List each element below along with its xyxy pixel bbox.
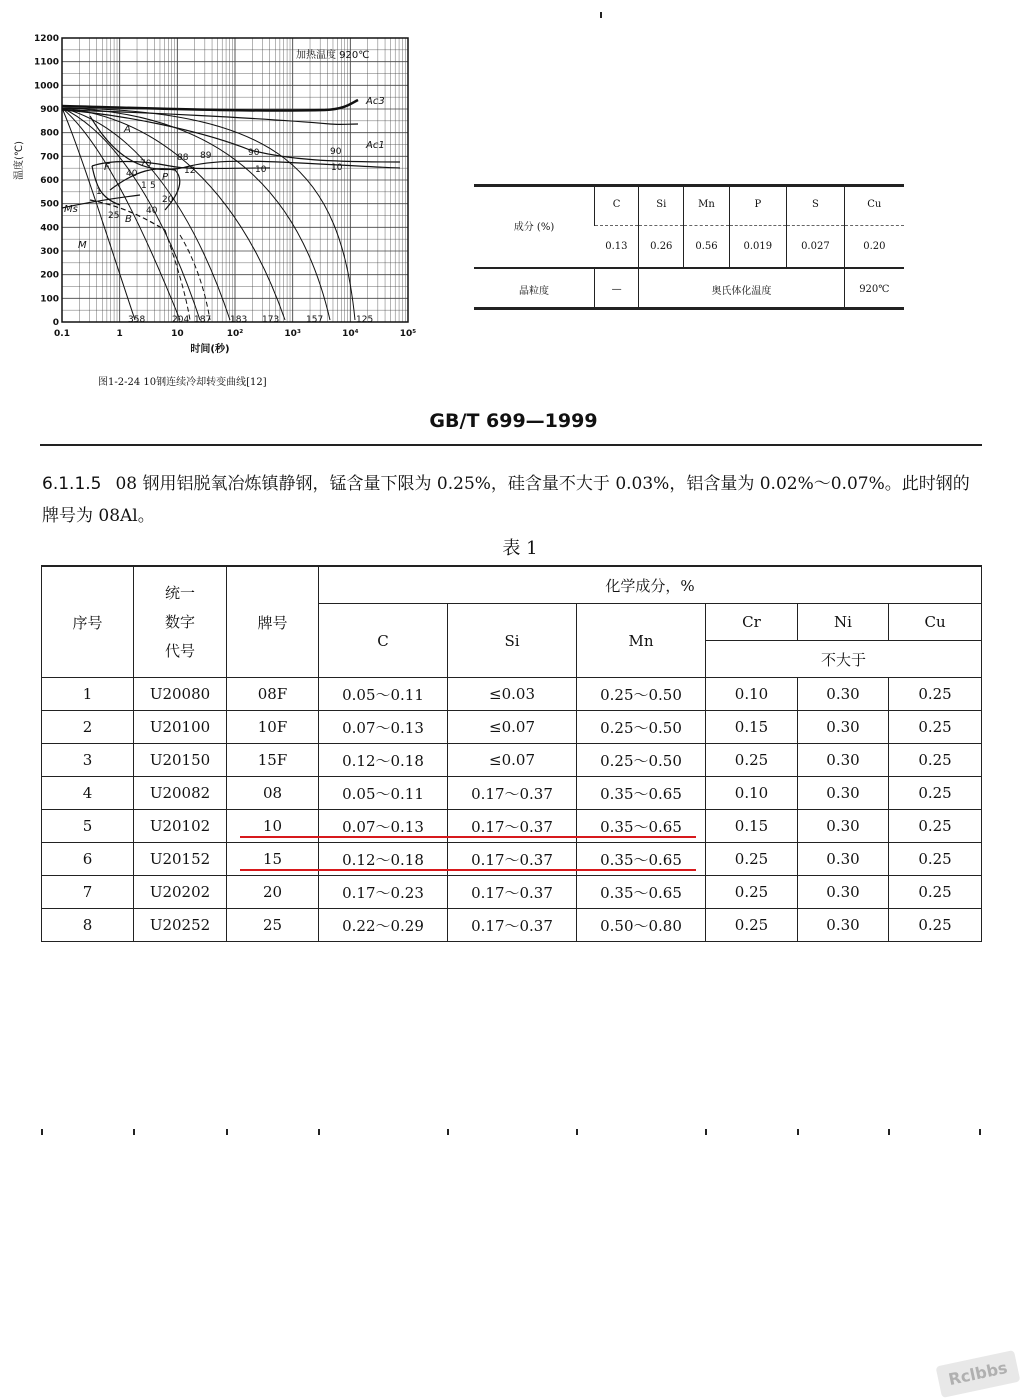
pct-label: 90 (248, 148, 260, 158)
col-header-ni: Ni (798, 604, 889, 641)
figure-caption: 图1-2-24 10钢连续冷却转变曲线[12] (98, 377, 267, 388)
table-cell: 15F (227, 744, 319, 777)
table-cell: 0.25～0.50 (577, 744, 706, 777)
table-cell: 0.07～0.13 (319, 711, 448, 744)
chart-grid (62, 38, 408, 322)
percent-labels (96, 147, 343, 221)
y-tick-label: 500 (40, 199, 59, 210)
table-cell: 0.30 (798, 678, 889, 711)
col-header-no: 序号 (42, 566, 134, 678)
pct-label: 5 (150, 181, 156, 191)
table-cell: 0.35～0.65 (577, 777, 706, 810)
x-tick-label: 10³ (284, 329, 301, 339)
y-tick-label: 400 (40, 223, 59, 234)
table-cell: 0.17～0.37 (448, 843, 577, 876)
table-cell: 6 (42, 843, 134, 876)
table-continuation-marks (41, 1129, 981, 1137)
pct-label: 20 (162, 195, 174, 205)
table-cell: 7 (42, 876, 134, 909)
col-header-cu: Cu (889, 604, 982, 641)
watermark-logo: Rclbbs (936, 1350, 1021, 1398)
y-tick-label: 600 (40, 176, 59, 186)
continuation-mark (979, 1129, 981, 1135)
continuation-mark (705, 1129, 707, 1135)
pct-label: 12 (184, 166, 196, 176)
table-cell: 0.12～0.18 (319, 744, 448, 777)
table-cell: 0.30 (798, 810, 889, 843)
ac3-label: Ac3 (366, 96, 385, 107)
x-axis-label: 时间(秒) (190, 344, 230, 355)
cooling-time: 157 (306, 315, 324, 325)
cooling-time-labels (128, 315, 373, 325)
table-cell: 2 (42, 711, 134, 744)
y-tick-label: 200 (40, 270, 59, 281)
table-cell: 15 (227, 843, 319, 876)
pct-label: 10 (255, 165, 267, 175)
cooling-time: 358 (128, 315, 146, 325)
pct-label: 1 (141, 181, 147, 191)
table-cell: 0.25 (889, 876, 982, 909)
chemical-composition-table (41, 565, 981, 942)
table-cell: 0.35～0.65 (577, 876, 706, 909)
element-header: P (729, 184, 787, 225)
pct-label: 40 (126, 169, 138, 179)
table-cell: 0.30 (798, 744, 889, 777)
table-cell: 5 (42, 810, 134, 843)
table-cell: 0.25 (706, 909, 798, 942)
continuation-mark (318, 1129, 320, 1135)
cooling-time: 204 (172, 315, 190, 325)
x-tick-label: 1 (116, 329, 123, 339)
pct-label: 40 (146, 206, 158, 216)
table-cell: 08F (227, 678, 319, 711)
cct-chart (0, 0, 430, 400)
table-cell: 0.30 (798, 909, 889, 942)
table-row (42, 711, 982, 744)
element-value: 0.26 (639, 225, 684, 268)
table-cell: 0.30 (798, 843, 889, 876)
cooling-time: 173 (262, 315, 280, 325)
table-cell: ≤0.07 (448, 711, 577, 744)
y-tick-label: 1100 (33, 57, 59, 68)
table-cell: 0.17～0.37 (448, 810, 577, 843)
y-tick-label: 1200 (33, 34, 59, 44)
element-value: 0.027 (787, 225, 845, 268)
table-cell: 0.25 (889, 744, 982, 777)
table-cell: 0.25 (706, 876, 798, 909)
table-cell: U20152 (134, 843, 227, 876)
element-value: 0.019 (729, 225, 787, 268)
element-value: 0.56 (684, 225, 729, 268)
page-mark (600, 12, 602, 18)
table-cell: U20150 (134, 744, 227, 777)
element-header: Cu (844, 184, 904, 225)
y-tick-label: 300 (40, 247, 59, 257)
cooling-time: 183 (230, 315, 248, 325)
table-row (42, 876, 982, 909)
aust-label: 奥氏体化温度 (639, 268, 844, 310)
continuation-mark (447, 1129, 449, 1135)
continuation-mark (888, 1129, 890, 1135)
clause-text: 08 钢用铝脱氧冶炼镇静钢，锰含量下限为 0.25%，硅含量不大于 0.03%，铝含量为 0.02%～0.07%。此时钢的牌号为 08Al。 (42, 474, 970, 526)
ac1-label: Ac1 (366, 140, 385, 151)
a-label: A (124, 124, 131, 135)
table-cell: 0.30 (798, 711, 889, 744)
element-header: Si (639, 184, 684, 225)
b-label: B (125, 214, 132, 225)
col-header-grade: 牌号 (227, 566, 319, 678)
table-row (42, 777, 982, 810)
header-rule (40, 444, 982, 446)
table-cell: 0.25 (889, 909, 982, 942)
table-cell: 8 (42, 909, 134, 942)
table-cell: 0.50～0.80 (577, 909, 706, 942)
table-cell: 0.30 (798, 777, 889, 810)
table-cell: 3 (42, 744, 134, 777)
col-header-code: 统一 数字 代号 (134, 566, 227, 678)
table-cell: 0.25～0.50 (577, 678, 706, 711)
highlight-underline (240, 869, 696, 871)
y-axis-label: 温度(℃) (14, 140, 25, 180)
y-tick-label: 800 (40, 128, 59, 139)
x-tick-label: 10⁵ (399, 329, 417, 339)
table-cell: 0.25 (889, 711, 982, 744)
table-cell: 0.30 (798, 876, 889, 909)
table-cell: 0.35～0.65 (577, 810, 706, 843)
y-tick-label: 1000 (33, 81, 59, 92)
col-header-cr: Cr (706, 604, 798, 641)
table-cell: 0.35～0.65 (577, 843, 706, 876)
table-cell: 0.25～0.50 (577, 711, 706, 744)
f-label: F (104, 162, 110, 173)
y-tick-label: 0 (52, 318, 59, 328)
cooling-curves (62, 108, 355, 320)
table-cell: 4 (42, 777, 134, 810)
heat-temp-label: 加热温度 920℃ (296, 50, 370, 61)
x-tick-label: 10 (171, 329, 184, 339)
table-cell: 0.10 (706, 777, 798, 810)
table-cell: ≤0.07 (448, 744, 577, 777)
x-tick-label: 10⁴ (342, 329, 359, 339)
table-cell: 20 (227, 876, 319, 909)
table-cell: 0.25 (889, 843, 982, 876)
table-cell: 0.05～0.11 (319, 777, 448, 810)
table-cell: 0.05～0.11 (319, 678, 448, 711)
continuation-mark (41, 1129, 43, 1135)
col-header-c: C (319, 604, 448, 678)
table-cell: 0.10 (706, 678, 798, 711)
ms-label: Ms (64, 204, 78, 215)
table-cell: 0.15 (706, 810, 798, 843)
continuation-mark (133, 1129, 135, 1135)
table-cell: 0.17～0.23 (319, 876, 448, 909)
table-title: 表 1 (502, 538, 538, 559)
table-cell: 0.25 (889, 810, 982, 843)
table-cell: 0.25 (706, 843, 798, 876)
table-cell: U20102 (134, 810, 227, 843)
table-cell: 10F (227, 711, 319, 744)
comp-label: 成分 (%) (513, 221, 555, 233)
table-cell: U20252 (134, 909, 227, 942)
element-header: S (787, 184, 845, 225)
table-cell: ≤0.03 (448, 678, 577, 711)
table-row (42, 744, 982, 777)
p-label: P (162, 172, 169, 183)
y-tick-label: 100 (40, 294, 59, 305)
table-cell: 1 (42, 678, 134, 711)
table-cell: U20100 (134, 711, 227, 744)
cooling-time: 187 (194, 315, 212, 325)
col-header-max: 不大于 (706, 641, 982, 678)
continuation-mark (576, 1129, 578, 1135)
table-cell: 0.15 (706, 711, 798, 744)
m-label: M (78, 240, 87, 251)
table-cell: U20080 (134, 678, 227, 711)
continuation-mark (226, 1129, 228, 1135)
col-header-mn: Mn (577, 604, 706, 678)
table-cell: U20082 (134, 777, 227, 810)
pct-label: 1 (96, 187, 102, 197)
composition-table (474, 184, 904, 310)
pct-label: 70 (140, 159, 152, 169)
col-header-si: Si (448, 604, 577, 678)
table-cell: 0.17～0.37 (448, 909, 577, 942)
grain-label: 晶粒度 (474, 268, 595, 310)
grain-value: — (595, 268, 639, 310)
pct-label: 25 (108, 211, 120, 221)
element-value: 0.20 (844, 225, 904, 268)
table-cell: 0.12～0.18 (319, 843, 448, 876)
table-cell: 0.22～0.29 (319, 909, 448, 942)
cooling-time: 125 (356, 315, 374, 325)
clause-number: 6.1.1.5 (42, 474, 102, 494)
table-row (42, 678, 982, 711)
x-tick-label: 0.1 (54, 329, 70, 339)
aust-value: 920℃ (844, 268, 904, 310)
pct-label: 10 (331, 163, 343, 173)
pct-label: 88 (177, 153, 189, 163)
table-cell: 0.17～0.37 (448, 777, 577, 810)
table-cell: 0.25 (706, 744, 798, 777)
table-cell: 0.07～0.13 (319, 810, 448, 843)
table-cell: 08 (227, 777, 319, 810)
continuation-mark (797, 1129, 799, 1135)
pct-label: 89 (200, 151, 212, 161)
element-header: C (595, 184, 639, 225)
element-value: 0.13 (595, 225, 639, 268)
table-cell: 25 (227, 909, 319, 942)
y-tick-label: 700 (40, 152, 59, 163)
y-tick-label: 900 (40, 105, 59, 115)
table-cell: 0.25 (889, 777, 982, 810)
table-cell: 10 (227, 810, 319, 843)
pct-label: 90 (330, 147, 342, 157)
col-header-chem: 化学成分，% (319, 566, 982, 604)
table-cell: U20202 (134, 876, 227, 909)
table-row (42, 909, 982, 942)
highlight-underline (240, 836, 696, 838)
clause-paragraph (42, 468, 986, 532)
table-cell: 0.17～0.37 (448, 876, 577, 909)
standard-title: GB/T 699—1999 (429, 410, 598, 432)
table-cell: 0.25 (889, 678, 982, 711)
x-tick-label: 10² (226, 329, 244, 339)
element-header: Mn (684, 184, 729, 225)
